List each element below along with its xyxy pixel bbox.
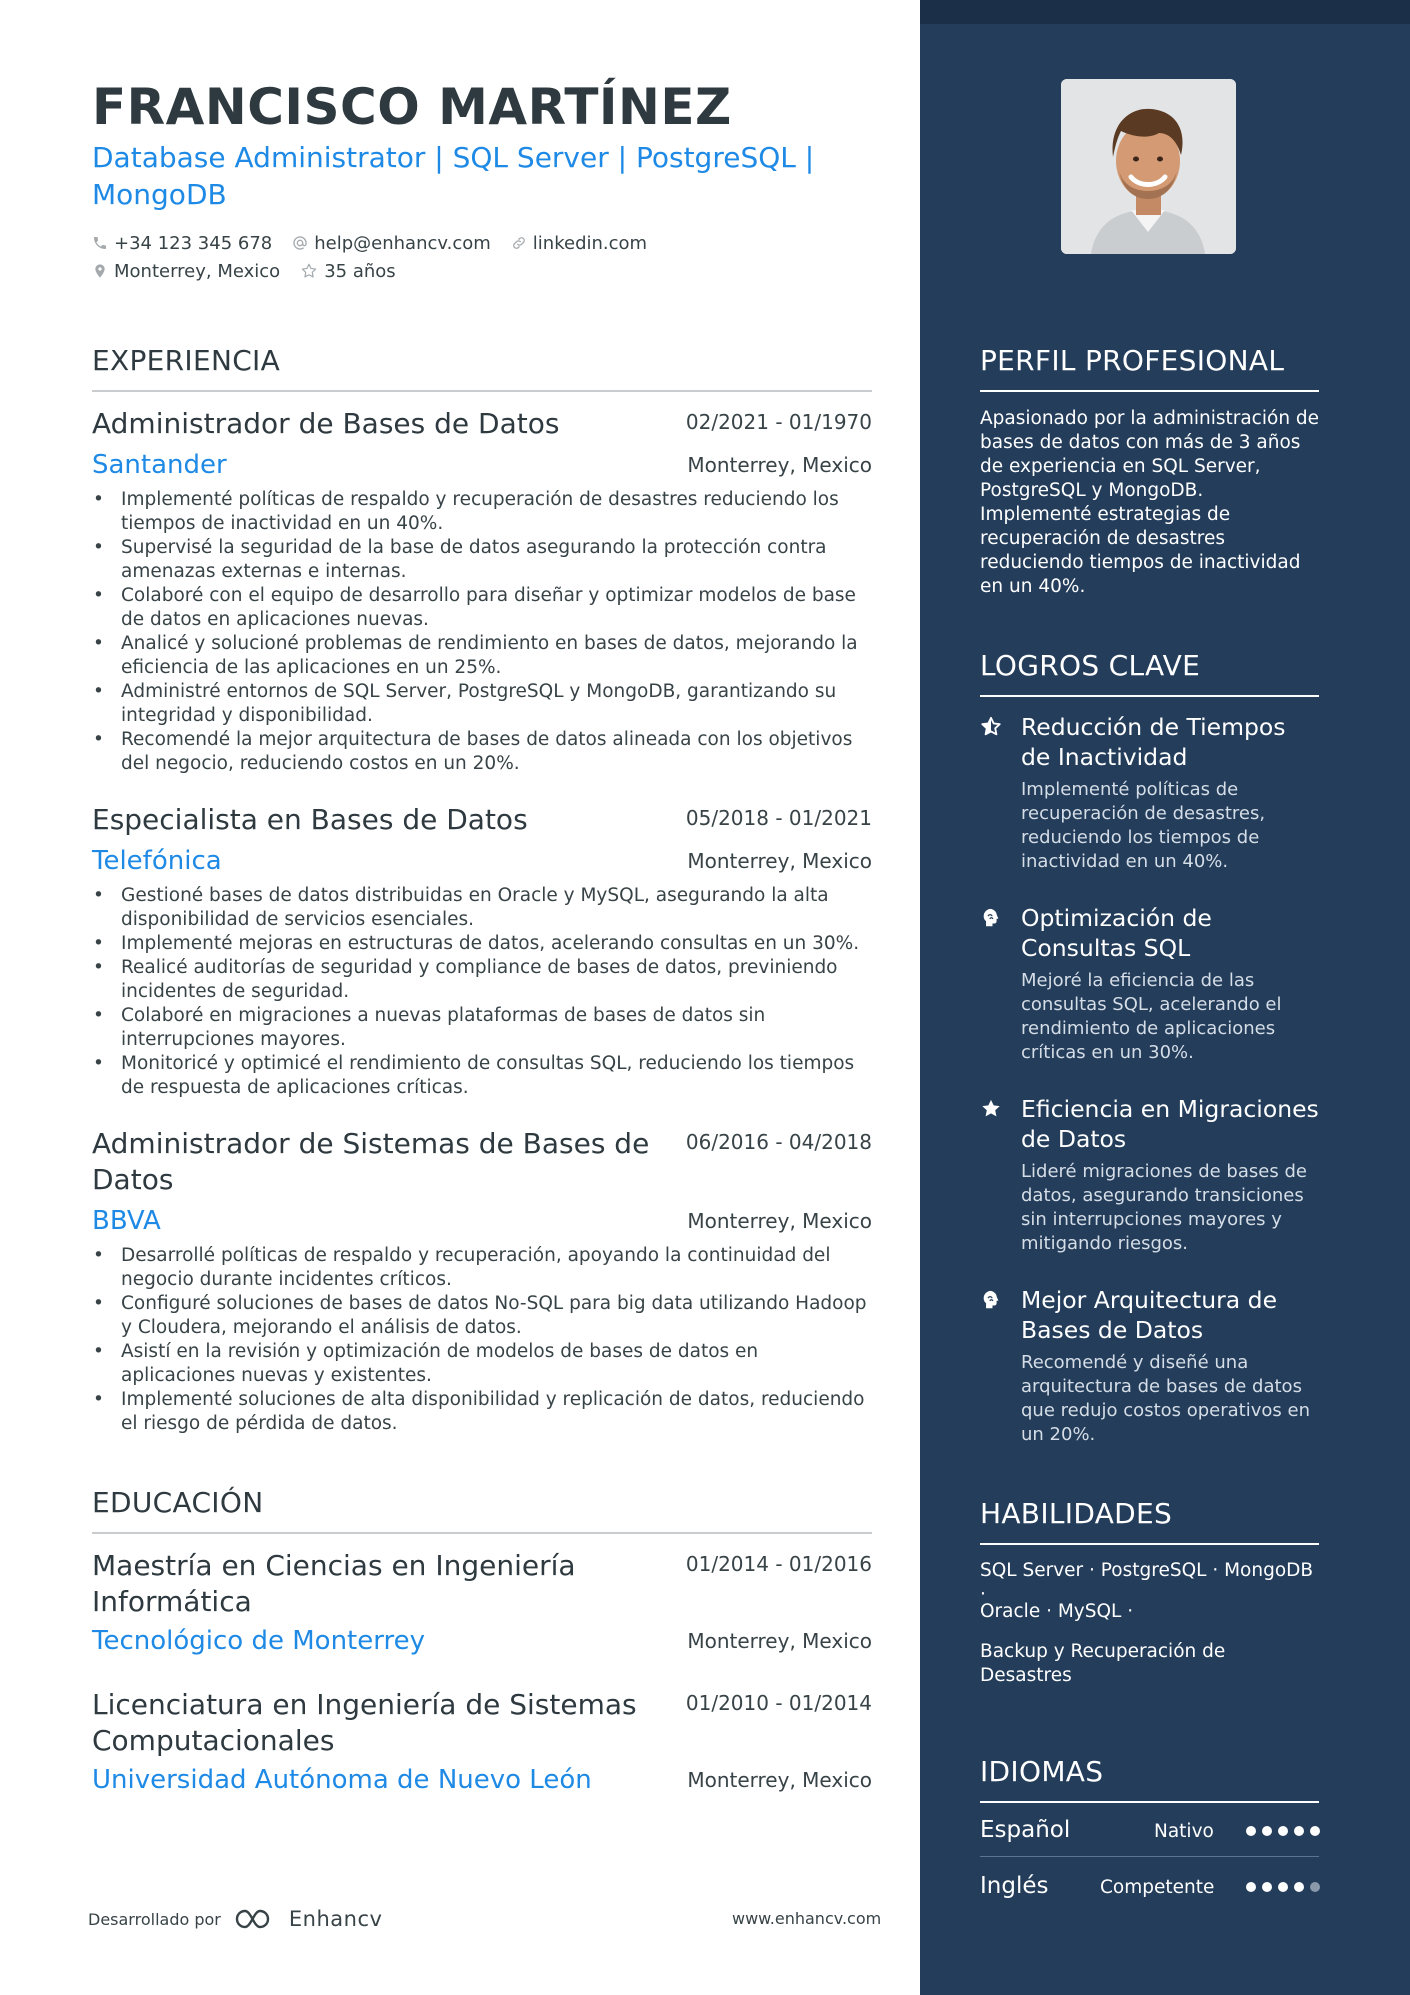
avatar-illustration bbox=[1061, 79, 1236, 254]
language-rating bbox=[1240, 1882, 1320, 1892]
link-icon bbox=[511, 235, 527, 251]
achievements-divider bbox=[980, 695, 1319, 697]
linkedin-text: linkedin.com bbox=[532, 232, 648, 254]
language-rating bbox=[1240, 1826, 1320, 1836]
rating-dot bbox=[1278, 1826, 1288, 1836]
rating-dot bbox=[1294, 1882, 1304, 1892]
rating-dot bbox=[1310, 1826, 1320, 1836]
phone-icon bbox=[92, 235, 108, 251]
job-bullets bbox=[92, 1244, 872, 1436]
list-item: • Asistí en la revisión y optimización de modelos de bases de datos en aplicaciones nuevas y existentes. bbox=[92, 1340, 872, 1388]
contact-info bbox=[92, 229, 872, 285]
languages-heading: IDIOMAS bbox=[980, 1755, 1104, 1788]
job-dates: 06/2016 - 04/2018 bbox=[685, 1130, 872, 1154]
job-bullets bbox=[92, 884, 872, 1100]
contact-linkedin[interactable] bbox=[511, 233, 647, 254]
education-dates: 01/2014 - 01/2016 bbox=[685, 1552, 872, 1576]
achievement-title: Eficiencia en Migraciones de Datos bbox=[1021, 1095, 1319, 1153]
job-dates: 05/2018 - 01/2021 bbox=[685, 806, 872, 830]
achievement-title: Optimización de Consultas SQL bbox=[1021, 904, 1212, 962]
skill-line: Oracle · MySQL · bbox=[980, 1601, 1134, 1622]
language-divider bbox=[980, 1856, 1319, 1857]
degree-title: Licenciatura en Ingeniería de Sistemas Computacionales bbox=[92, 1688, 637, 1757]
language-level: Nativo bbox=[1154, 1821, 1214, 1842]
achievement-desc: Mejoré la eficiencia de las consultas SQL, acelerando el rendimiento de aplicaciones críticas en un 30%. bbox=[1021, 970, 1282, 1063]
location-pin-icon bbox=[92, 263, 108, 279]
skills-heading: HABILIDADES bbox=[980, 1497, 1173, 1530]
footer-url[interactable]: www.enhancv.com bbox=[732, 1909, 882, 1928]
star-icon bbox=[980, 1098, 1002, 1120]
contact-phone bbox=[92, 233, 272, 254]
education-heading: EDUCACIÓN bbox=[92, 1486, 264, 1519]
job-dates: 02/2021 - 01/1970 bbox=[685, 410, 872, 434]
profile-summary: Apasionado por la administración de bases de datos con más de 3 años de experiencia en SQL Server, PostgreSQL y MongoDB. Implementé estrategias de recuperación de desastres reduciendo tiempos de inactividad en un 40%. bbox=[980, 408, 1320, 597]
experience-divider bbox=[92, 390, 872, 392]
language-item bbox=[980, 1817, 1320, 1847]
sidebar-top-band bbox=[920, 0, 1410, 24]
job-bullets bbox=[92, 488, 872, 776]
job-title: Administrador de Sistemas de Bases de Datos bbox=[92, 1127, 650, 1196]
language-name: Español bbox=[980, 1817, 1071, 1843]
rating-dot bbox=[1262, 1826, 1272, 1836]
job-title: Especialista en Bases de Datos bbox=[92, 803, 528, 836]
job-location: Monterrey, Mexico bbox=[687, 453, 872, 477]
experience-heading: EXPERIENCIA bbox=[92, 344, 281, 377]
developed-by-text: Desarrollado por bbox=[88, 1909, 221, 1929]
job-company: BBVA bbox=[92, 1206, 161, 1236]
footer-branding bbox=[88, 1906, 382, 1932]
profile-heading: PERFIL PROFESIONAL bbox=[980, 344, 1285, 377]
skills-divider bbox=[980, 1543, 1319, 1545]
list-item: • Analicé y solucioné problemas de rendimiento en bases de datos, mejorando la eficiencia de las aplicaciones en un 25%. bbox=[92, 632, 872, 680]
list-item: • Implementé mejoras en estructuras de datos, acelerando consultas en un 30%. bbox=[92, 932, 872, 956]
achievement-title: Mejor Arquitectura de Bases de Datos bbox=[1021, 1286, 1278, 1344]
job-location: Monterrey, Mexico bbox=[687, 849, 872, 873]
list-item: • Administré entornos de SQL Server, PostgreSQL y MongoDB, garantizando su integridad y disponibilidad. bbox=[92, 680, 872, 728]
education-dates: 01/2010 - 01/2014 bbox=[685, 1691, 872, 1715]
school-location: Monterrey, Mexico bbox=[687, 1629, 872, 1653]
profile-photo bbox=[1061, 79, 1236, 254]
age-text: 35 años bbox=[324, 260, 396, 282]
list-item: • Realicé auditorías de seguridad y compliance de bases de datos, previniendo incidentes de seguridad. bbox=[92, 956, 872, 1004]
language-name: Inglés bbox=[980, 1873, 1049, 1899]
email-text: help@enhancv.com bbox=[314, 232, 491, 254]
star-half-icon bbox=[980, 716, 1002, 738]
sidebar bbox=[920, 0, 1410, 1995]
brain-icon bbox=[980, 1289, 1002, 1311]
candidate-name: FRANCISCO MARTÍNEZ bbox=[92, 78, 732, 136]
list-item: • Monitoricé y optimicé el rendimiento de consultas SQL, reduciendo los tiempos de respuesta de aplicaciones críticas. bbox=[92, 1052, 872, 1100]
rating-dot bbox=[1278, 1882, 1288, 1892]
achievement-desc: Lideré migraciones de bases de datos, asegurando transiciones sin interrupciones mayores y mitigando riesgos. bbox=[1021, 1161, 1307, 1254]
enhancv-logo-icon bbox=[233, 1906, 281, 1932]
rating-dot bbox=[1246, 1882, 1256, 1892]
rating-dot bbox=[1262, 1882, 1272, 1892]
brand-text: Enhancv bbox=[288, 1907, 383, 1931]
rating-dot bbox=[1246, 1826, 1256, 1836]
school-name: Tecnológico de Monterrey bbox=[92, 1626, 425, 1656]
brain-icon bbox=[980, 907, 1002, 929]
phone-text: +34 123 345 678 bbox=[114, 232, 273, 254]
job-location: Monterrey, Mexico bbox=[687, 1209, 872, 1233]
rating-dot bbox=[1294, 1826, 1304, 1836]
education-divider bbox=[92, 1532, 872, 1534]
list-item: • Implementé soluciones de alta disponibilidad y replicación de datos, reduciendo el riesgo de pérdida de datos. bbox=[92, 1388, 872, 1436]
contact-location bbox=[92, 261, 280, 282]
rating-dot bbox=[1310, 1882, 1320, 1892]
star-outline-icon bbox=[300, 262, 318, 280]
language-level: Competente bbox=[1100, 1877, 1215, 1898]
list-item: • Desarrollé políticas de respaldo y recuperación, apoyando la continuidad del negocio durante incidentes críticos. bbox=[92, 1244, 872, 1292]
list-item: • Supervisé la seguridad de la base de datos asegurando la protección contra amenazas externas e internas. bbox=[92, 536, 872, 584]
list-item: • Implementé políticas de respaldo y recuperación de desastres reduciendo los tiempos de inactividad en un 40%. bbox=[92, 488, 872, 536]
list-item: • Gestioné bases de datos distribuidas en Oracle y MySQL, asegurando la alta disponibilidad de servicios esenciales. bbox=[92, 884, 872, 932]
job-company: Telefónica bbox=[92, 846, 222, 876]
list-item: • Recomendé la mejor arquitectura de bases de datos alineada con los objetivos del negocio, reduciendo costos en un 20%. bbox=[92, 728, 872, 776]
list-item: • Colaboré con el equipo de desarrollo para diseñar y optimizar modelos de base de datos en aplicaciones nuevas. bbox=[92, 584, 872, 632]
list-item: • Configuré soluciones de bases de datos No-SQL para big data utilizando Hadoop y Cloudera, mejorando el análisis de datos. bbox=[92, 1292, 872, 1340]
achievement-desc: Recomendé y diseñé una arquitectura de bases de datos que redujo costos operativos en un 20%. bbox=[1021, 1352, 1310, 1445]
achievement-title: Reducción de Tiempos de Inactividad bbox=[1021, 713, 1286, 771]
job-title: Administrador de Bases de Datos bbox=[92, 407, 560, 440]
contact-age bbox=[300, 261, 395, 282]
at-icon bbox=[292, 235, 308, 251]
contact-email[interactable] bbox=[292, 233, 491, 254]
achievement-desc: Implementé políticas de recuperación de desastres, reduciendo los tiempos de inactividad en un 40%. bbox=[1021, 779, 1266, 872]
school-name: Universidad Autónoma de Nuevo León bbox=[92, 1765, 592, 1795]
achievements-heading: LOGROS CLAVE bbox=[980, 649, 1201, 682]
languages-divider bbox=[980, 1801, 1319, 1803]
job-company: Santander bbox=[92, 450, 227, 480]
skill-line: SQL Server · PostgreSQL · MongoDB · bbox=[980, 1560, 1314, 1605]
skill-line: Backup y Recuperación de Desastres bbox=[980, 1641, 1226, 1686]
candidate-title: Database Administrator | SQL Server | PostgreSQL | MongoDB bbox=[92, 141, 815, 211]
language-item bbox=[980, 1873, 1320, 1903]
profile-divider bbox=[980, 390, 1319, 392]
list-item: • Colaboré en migraciones a nuevas plataformas de bases de datos sin interrupciones mayores. bbox=[92, 1004, 872, 1052]
location-text: Monterrey, Mexico bbox=[114, 260, 281, 282]
school-location: Monterrey, Mexico bbox=[687, 1768, 872, 1792]
degree-title: Maestría en Ciencias en Ingeniería Informática bbox=[92, 1549, 576, 1618]
